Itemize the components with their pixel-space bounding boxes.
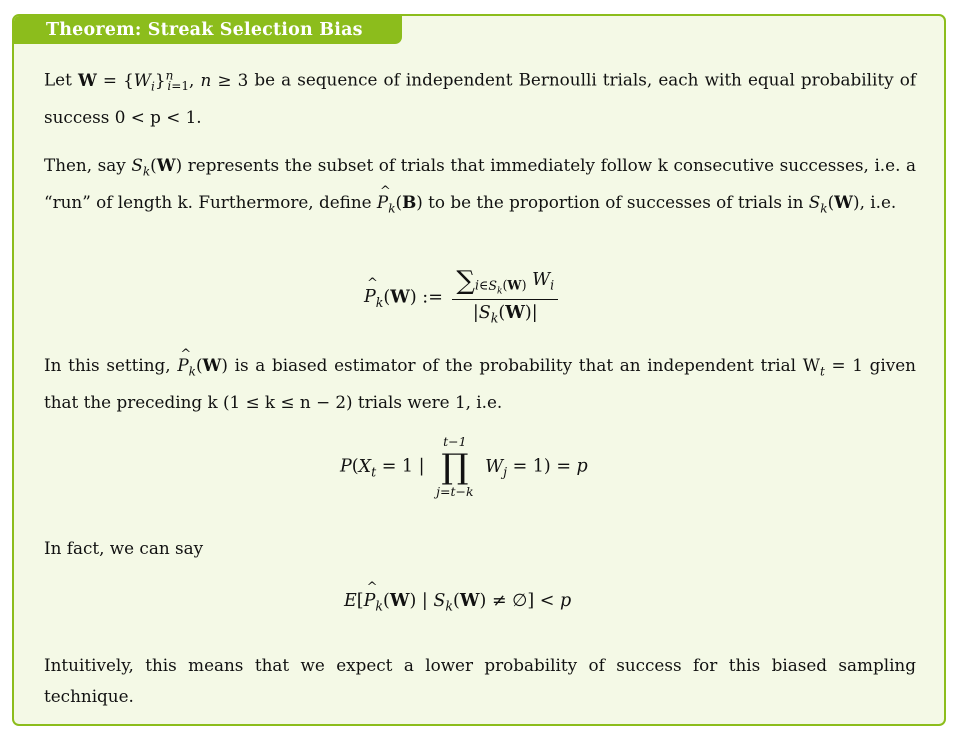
math-W-set: $W = \{W_i\}^n_{i=1}$, n ≥ 3: [77, 68, 249, 93]
equation-conditional-probability: $P(X_t = 1$ | t−1 ∏ j=t−k $W_j = 1) = p$: [340, 434, 588, 499]
paragraph-definition: [44, 60, 916, 133]
math-Pk-W: ^ $P_k(W)$: [177, 355, 228, 375]
theorem-box: [12, 14, 946, 726]
paragraph-bias: In this setting, ^ $P_k(W)$ is a biased estimator of the probability that an independent trial $W_t = 1$ given that the preceding k (1 ≤ k ≤ n − 2) trials were 1, i.e.: [44, 350, 916, 418]
math-Pk-B: ^ $P_k(B)$: [377, 192, 423, 212]
equation-expectation: E[^ $P_k(W)$ | $S_k(W)$ ≠ ∅] < p: [344, 591, 571, 614]
p2-text-b: represents the subset of trials that immediately follow k consecutive successes, i.e. a “run” of length k. Furthermore, define: [44, 155, 916, 213]
p3-text-a: In this setting,: [44, 355, 178, 375]
theorem-title: Theorem: Streak Selection Bias: [14, 16, 402, 44]
equation-proportion: ^ $P_k(W)$ := $\frac{\sum_{i\in S_k(W)} W_i}{|S_k(W)|}$: [364, 270, 562, 326]
p3-text-b: is a biased estimator of the probability that an independent trial W: [227, 355, 820, 375]
p2-text-a: Then, say: [44, 155, 132, 175]
paragraph-intuition: Intuitively, this means that we expect a lower probability of success for this biased sampling technique.: [44, 655, 916, 706]
p2-text-c: to be the proportion of successes of trials in: [422, 192, 809, 213]
paragraph-subset: [44, 150, 916, 225]
math-Sk-2: $S_k(W)$: [808, 192, 860, 216]
p2-text-d: , i.e.: [859, 192, 897, 213]
paragraph-in-fact: In fact, we can say: [44, 538, 204, 558]
p1-text-b: be a sequence of independent Bernoulli trials, each with equal probability of success 0 < p < 1.: [44, 69, 917, 127]
p1-text-a: Let: [44, 69, 78, 90]
math-Sk: $S_k(W)$: [131, 155, 183, 179]
p3-text-c: = 1 given that the preceding k (1 ≤ k ≤ n − 2) trials were 1, i.e.: [44, 355, 916, 413]
